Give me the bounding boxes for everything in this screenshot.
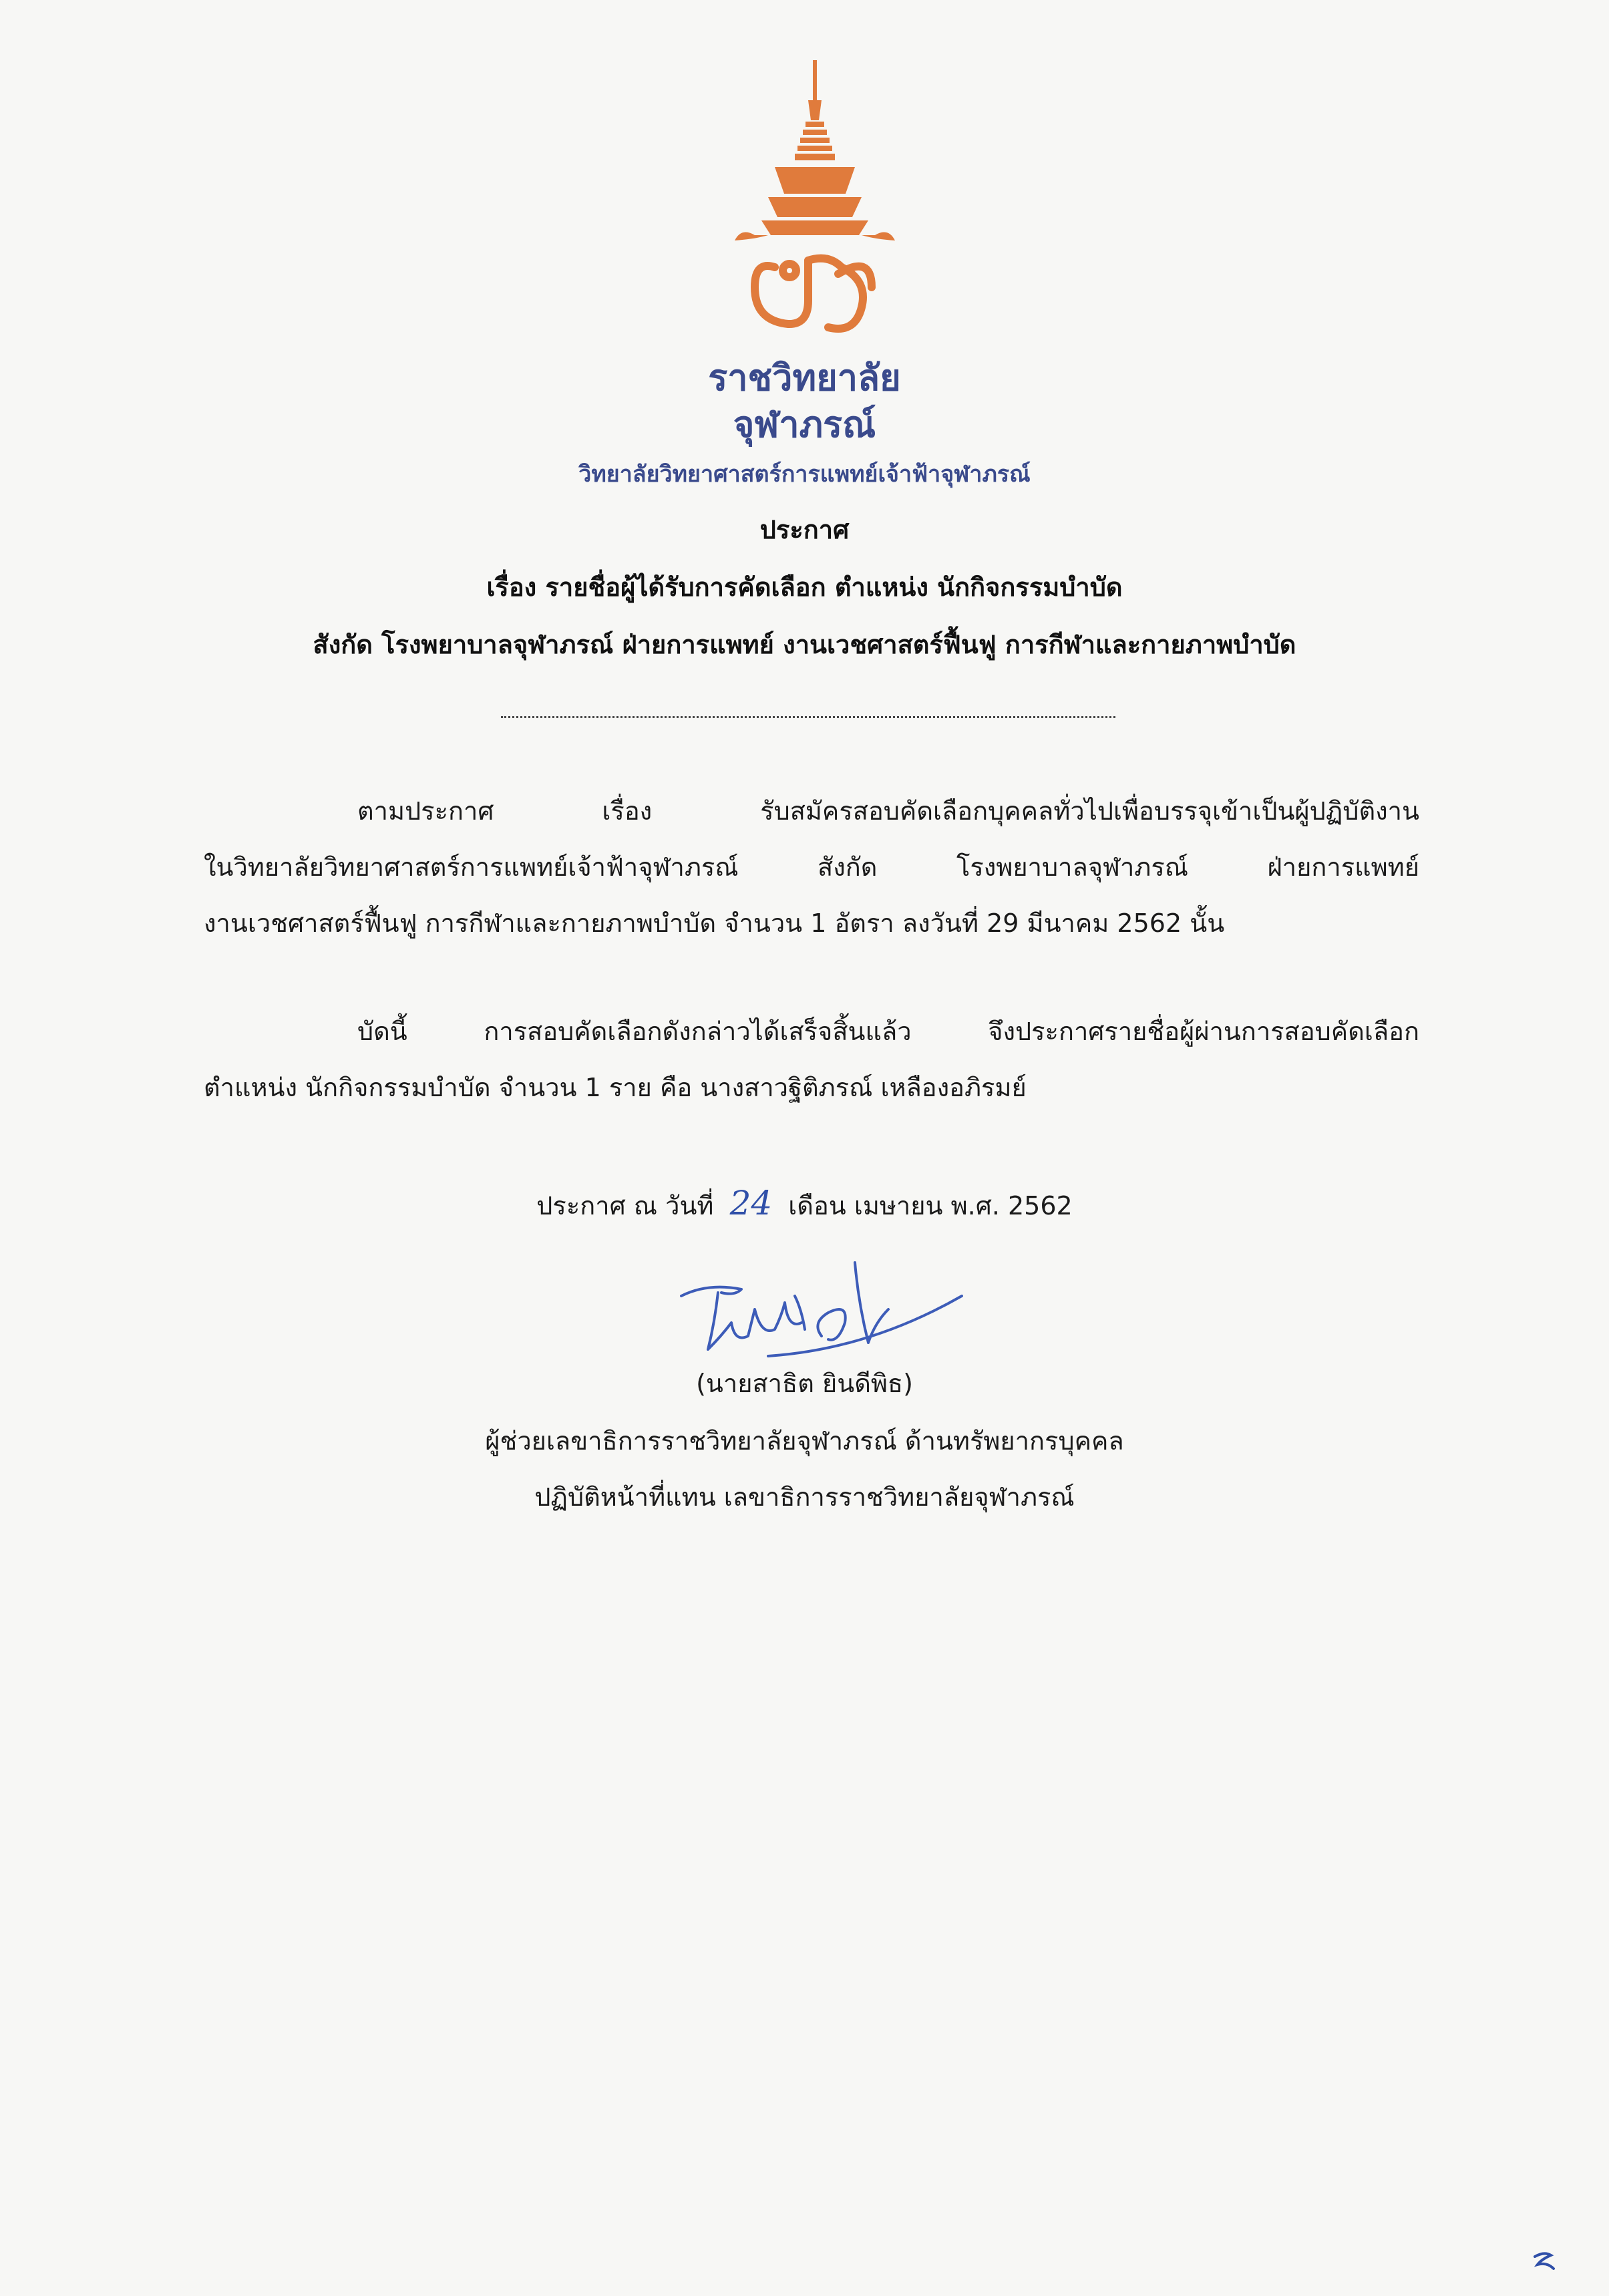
paragraph-line: ตามประกาศ เรื่อง รับสมัครสอบคัดเลือกบุคคลทั่วไปเพื่อบรรจุเข้าเป็นผู้ปฏิบัติงาน bbox=[357, 796, 1419, 826]
signer-position-2: ปฏิบัติหน้าที่แทน เลขาธิการราชวิทยาลัยจุฬาภรณ์ bbox=[534, 1482, 1075, 1512]
royal-college-emblem-icon bbox=[728, 60, 902, 341]
signer-position-1: ผู้ช่วยเลขาธิการราชวิทยาลัยจุฬาภรณ์ ด้านทรัพยากรบุคคล bbox=[485, 1426, 1124, 1456]
signature-icon bbox=[668, 1256, 975, 1376]
announcement-affiliation: สังกัด โรงพยาบาลจุฬาภรณ์ ฝ่ายการแพทย์ งานเวชศาสตร์ฟื้นฟู การกีฬาและกายภาพบำบัด bbox=[313, 630, 1296, 659]
college-name: วิทยาลัยวิทยาศาสตร์การแพทย์เจ้าฟ้าจุฬาภรณ์ bbox=[578, 461, 1031, 488]
brand-name-line2: จุฬาภรณ์ bbox=[733, 403, 876, 446]
body-paragraph-1 bbox=[204, 783, 1419, 951]
dotted-divider bbox=[501, 716, 1115, 718]
date-suffix: เดือน เมษายน พ.ศ. 2562 bbox=[788, 1191, 1073, 1220]
announcement-title: ประกาศ bbox=[759, 515, 850, 544]
paragraph-line: ในวิทยาลัยวิทยาศาสตร์การแพทย์เจ้าฟ้าจุฬาภรณ์ สังกัด โรงพยาบาลจุฬาภรณ์ ฝ่ายการแพทย์ bbox=[204, 852, 1419, 882]
announcement-date bbox=[0, 1184, 1609, 1226]
paragraph-line: บัดนี้ การสอบคัดเลือกดังกล่าวได้เสร็จสิ้นแล้ว จึงประกาศรายชื่อผู้ผ่านการสอบคัดเลือก bbox=[357, 1017, 1419, 1046]
announcement-subject: เรื่อง รายชื่อผู้ได้รับการคัดเลือก ตำแหน่ง นักกิจกรรมบำบัด bbox=[486, 572, 1123, 602]
date-prefix: ประกาศ ณ วันที่ bbox=[536, 1191, 714, 1220]
brand-name-line1: ราชวิทยาลัย bbox=[708, 357, 901, 399]
corner-mark-icon bbox=[1531, 2249, 1558, 2275]
body-paragraph-2 bbox=[204, 1003, 1419, 1116]
date-day-handwritten: 24 bbox=[729, 1184, 773, 1222]
signer-name: (นายสาธิต ยินดีพิธ) bbox=[696, 1369, 913, 1398]
paragraph-line: ตำแหน่ง นักกิจกรรมบำบัด จำนวน 1 ราย คือ นางสาวฐิติภรณ์ เหลืองอภิรมย์ bbox=[204, 1073, 1027, 1102]
paragraph-line: งานเวชศาสตร์ฟื้นฟู การกีฬาและกายภาพบำบัด จำนวน 1 อัตรา ลงวันที่ 29 มีนาคม 2562 นั้น bbox=[204, 909, 1225, 938]
